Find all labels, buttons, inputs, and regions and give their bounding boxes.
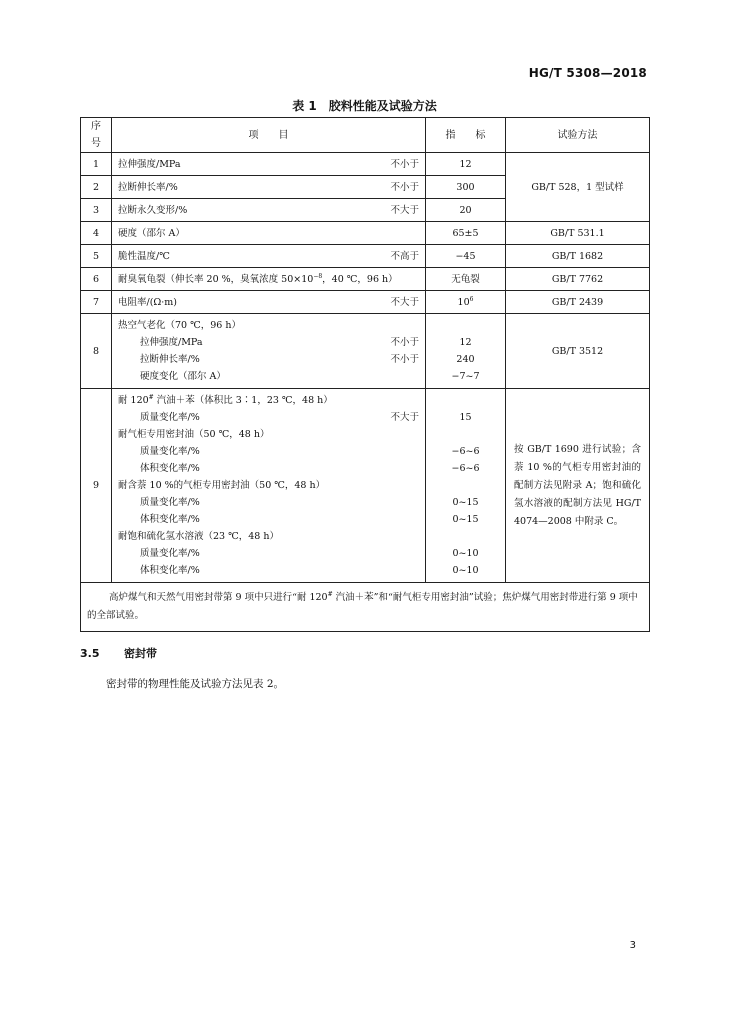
row-item [112,291,426,314]
table-title: 表 1 胶料性能及试验方法 [292,99,437,113]
item-text: 耐饱和硫化氢水溶液（23 ℃，48 h） [118,531,279,542]
document-code: HG/T 5308—2018 [528,66,647,80]
row-item [112,245,426,268]
item-superscript: −8 [313,272,323,280]
properties-table [80,117,650,632]
row-method: GB/T 3512 [506,314,650,389]
item-text: 拉断伸长率/% [118,181,178,193]
row-value: 300 [426,176,506,199]
item-qualifier: 不小于 [390,337,419,348]
value-lines [432,392,499,579]
item-text: 硬度变化（邵尔 A） [140,371,226,382]
row-method: GB/T 1682 [506,245,650,268]
item-text: 质量变化率/% [140,412,200,423]
item-text-tail: ，40 ℃，96 h） [322,273,398,285]
item-text: 耐 120# 汽油＋苯（体积比 3∶1，23 ℃，48 h） [118,393,333,406]
row-method: GB/T 528，1 型试样 [506,153,650,222]
value-line: 0~15 [452,514,479,525]
properties-table-wrapper [80,117,649,632]
row-value: 无龟裂 [426,268,506,291]
item-qualifier: 不高于 [390,250,419,262]
row-item [112,389,426,583]
value-line: −6~6 [451,463,480,474]
value-line: 0~15 [452,497,479,508]
section-heading [80,645,157,661]
header-method: 试验方法 [506,118,650,153]
item-qualifier: 不小于 [390,158,419,170]
header-no: 序号 [81,118,112,153]
row-value: 12 [426,153,506,176]
table-header-row [81,118,650,153]
section-number: 3.5 [80,647,100,660]
item-text: 拉断永久变形/% [118,204,188,216]
item-text: 质量变化率/% [140,548,200,559]
row-value: −45 [426,245,506,268]
value-line: −6~6 [451,446,480,457]
item-superscript: # [148,393,154,401]
section-paragraph: 密封带的物理性能及试验方法见表 2。 [106,678,285,690]
item-text: 质量变化率/% [140,497,200,508]
row-no: 5 [81,245,112,268]
item-text: 体积变化率/% [140,463,200,474]
note-superscript: # [327,590,333,598]
value-superscript: 6 [469,295,474,303]
page-number: 3 [629,940,636,951]
value-line: 15 [459,412,472,423]
item-text: 拉伸强度/MPa [118,158,181,170]
table-row [81,389,650,583]
item-text: 耐臭氧龟裂（伸长率 20 %，臭氧浓度 50×10 [118,273,314,285]
row-no: 1 [81,153,112,176]
row-item [112,153,426,176]
row-no: 8 [81,314,112,389]
row-no: 3 [81,199,112,222]
row-no: 7 [81,291,112,314]
table-row [81,245,650,268]
table-note: 高炉煤气和天然气用密封带第 9 项中只进行“耐 120# 汽油＋苯”和“耐气柜专用密封油”试验；焦炉煤气用密封带进行第 9 项中的全部试验。 [81,583,650,632]
row-method: 按 GB/T 1690 进行试验；含萘 10 %的气柜专用密封油的配制方法见附录 A；饱和硫化氢水溶液的配制方法见 HG/T 4074—2008 中附录 C。 [506,389,650,583]
item-text: 质量变化率/% [140,446,200,457]
item-text: 脆性温度/℃ [118,250,170,262]
row-no: 9 [81,389,112,583]
row-no: 2 [81,176,112,199]
row-method: GB/T 2439 [506,291,650,314]
row-method: GB/T 7762 [506,268,650,291]
row-item [112,176,426,199]
item-text: 拉断伸长率/% [140,354,200,365]
item-qualifier: 不大于 [390,412,419,423]
value-line: −7~7 [451,371,480,382]
row-no: 4 [81,222,112,245]
value-line: 0~10 [452,548,479,559]
item-qualifier: 不小于 [390,354,419,365]
table-row [81,153,650,176]
table-row [81,222,650,245]
row-method: GB/T 531.1 [506,222,650,245]
row-value [426,314,506,389]
row-item [112,268,426,291]
row-item [112,222,426,245]
item-text: 体积变化率/% [140,565,200,576]
value-base: 10 [457,296,470,308]
row-value: 65±5 [426,222,506,245]
header-value: 指 标 [426,118,506,153]
item-text: 体积变化率/% [140,514,200,525]
item-text: 热空气老化（70 ℃，96 h） [118,320,241,331]
row-item [112,314,426,389]
table-row [81,314,650,389]
row-value [426,389,506,583]
row-value [426,291,506,314]
item-text: 硬度（邵尔 A） [118,227,185,239]
row-value: 20 [426,199,506,222]
item-text: 耐含萘 10 %的气柜专用密封油（50 ℃，48 h） [118,480,326,491]
section-title: 密封带 [124,647,157,660]
item-lines [118,317,419,385]
value-line: 0~10 [452,565,479,576]
value-lines [432,317,499,385]
item-lines [118,392,419,579]
table-row [81,268,650,291]
row-item [112,199,426,222]
row-no: 6 [81,268,112,291]
item-text: 拉伸强度/MPa [140,337,203,348]
item-qualifier: 不小于 [390,181,419,193]
item-qualifier: 不大于 [390,296,419,308]
header-item: 项 目 [112,118,426,153]
table-row [81,291,650,314]
item-qualifier: 不大于 [390,204,419,216]
table-note-row [81,583,650,632]
item-text: 耐气柜专用密封油（50 ℃，48 h） [118,429,270,440]
value-line: 12 [459,337,472,348]
value-line: 240 [456,354,475,365]
item-text: 电阻率/(Ω·m) [118,296,178,308]
